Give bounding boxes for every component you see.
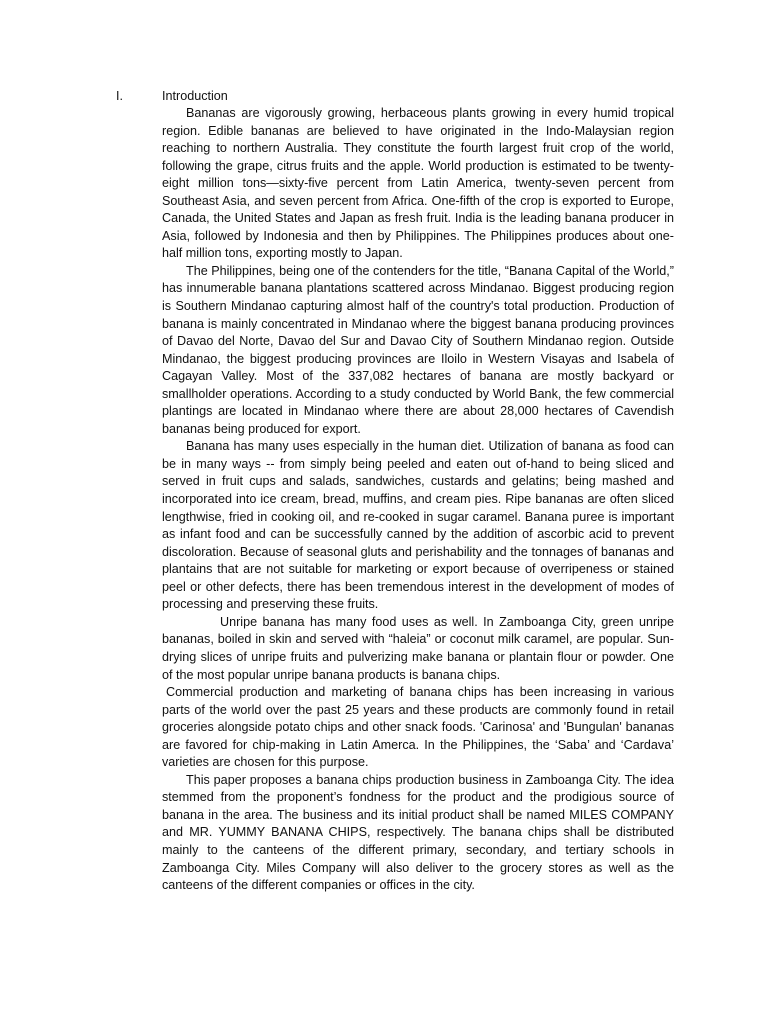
- section-title: Introduction: [162, 89, 228, 103]
- paragraph-business-proposal: This paper proposes a banana chips production business in Zamboanga City. The idea stemmed from the proponent’s fondness for the product and the prodigious source of banana in the area. The business and its initial product shall be named MILES COMPANY and MR. YUMMY BANANA CHIPS, respectively. The banana chips shall be distributed mainly to the canteens of the different primary, secondary, and tertiary schools in Zamboanga City. Miles Company will also deliver to the grocery stores as well as the canteens of the different companies or offices in the city.: [162, 772, 674, 893]
- section-heading: [116, 87, 656, 105]
- paragraph-unripe-banana: Unripe banana has many food uses as well. In Zamboanga City, green unripe bananas, boiled in skin and served with “haleia” or coconut milk caramel, are popular. Sun-drying slices of unripe fruits and pulverizing make banana or plantain flour or powder. One of the most popular unripe banana products is banana chips.: [162, 614, 674, 682]
- paragraph-philippines-production: The Philippines, being one of the contenders for the title, “Banana Capital of the World,” has innumerable banana plantations scattered across Mindanao. Biggest producing region is Southern Mindanao capturing almost half of the country's total production. Production of banana is mainly concentrated in Mindanao where the biggest banana producing provinces of Davao del Norte, Davao del Sur and Davao City of Southern Mindanao region. Outside Mindanao, the biggest producing provinces are Iloilo in Western Visayas and Isabela of Cagayan Valley. Most of the 337,082 hectares of banana are mostly backyard or smallholder operations. According to a study conducted by World Bank, the few commercial plantings are located in Mindanao where there are about 28,000 hectares of Cavendish bananas being produced for export.: [162, 263, 674, 436]
- document-body: [162, 105, 674, 895]
- paragraph-banana-uses: Banana has many uses especially in the human diet. Utilization of banana as food can be in many ways -- from simply being peeled and eaten out of-hand to being sliced and served in fruit cups and salads, sandwiches, custards and gelatins; being mashed and incorporated into ice cream, bread, muffins, and cream pies. Ripe bananas are often sliced lengthwise, fried in cooking oil, and re-cooked in sugar caramel. Banana puree is important as infant food and can be successfully canned by the addition of ascorbic acid to prevent discoloration. Because of seasonal gluts and perishability and the tonnages of bananas and plantains that are not suitable for marketing or export because of overripeness or stained peel or other defects, there has been tremendous interest in the development of modes of processing and preserving these fruits.: [162, 439, 674, 612]
- paragraph-bananas-overview: Bananas are vigorously growing, herbaceous plants growing in every humid tropical region. Edible bananas are believed to have originated in the Indo-Malaysian region reaching to northern Australia. They constitute the fourth largest fruit crop of the world, following the grape, citrus fruits and the apple. World production is estimated to be twenty-eight million tons—sixty-five percent from Latin America, twenty-seven percent from Southeast Asia, and seven percent from Africa. One-fifth of the crop is exported to Europe, Canada, the United States and Japan as fresh fruit. India is the leading banana producer in Asia, followed by Indonesia and then by Philippines. The Philippines produces about one-half million tons, exporting mostly to Japan.: [162, 106, 674, 261]
- section-number: I.: [116, 89, 123, 103]
- paragraph-banana-chips-market: Commercial production and marketing of banana chips has been increasing in various parts of the world over the past 25 years and these products are commonly found in retail groceries alongside potato chips and other snack foods. 'Carinosa' and 'Bungulan' bananas are favored for chip-making in Latin Amerca. In the Philippines, the ‘Saba’ and ‘Cardava’ varieties are chosen for this purpose.: [162, 685, 674, 770]
